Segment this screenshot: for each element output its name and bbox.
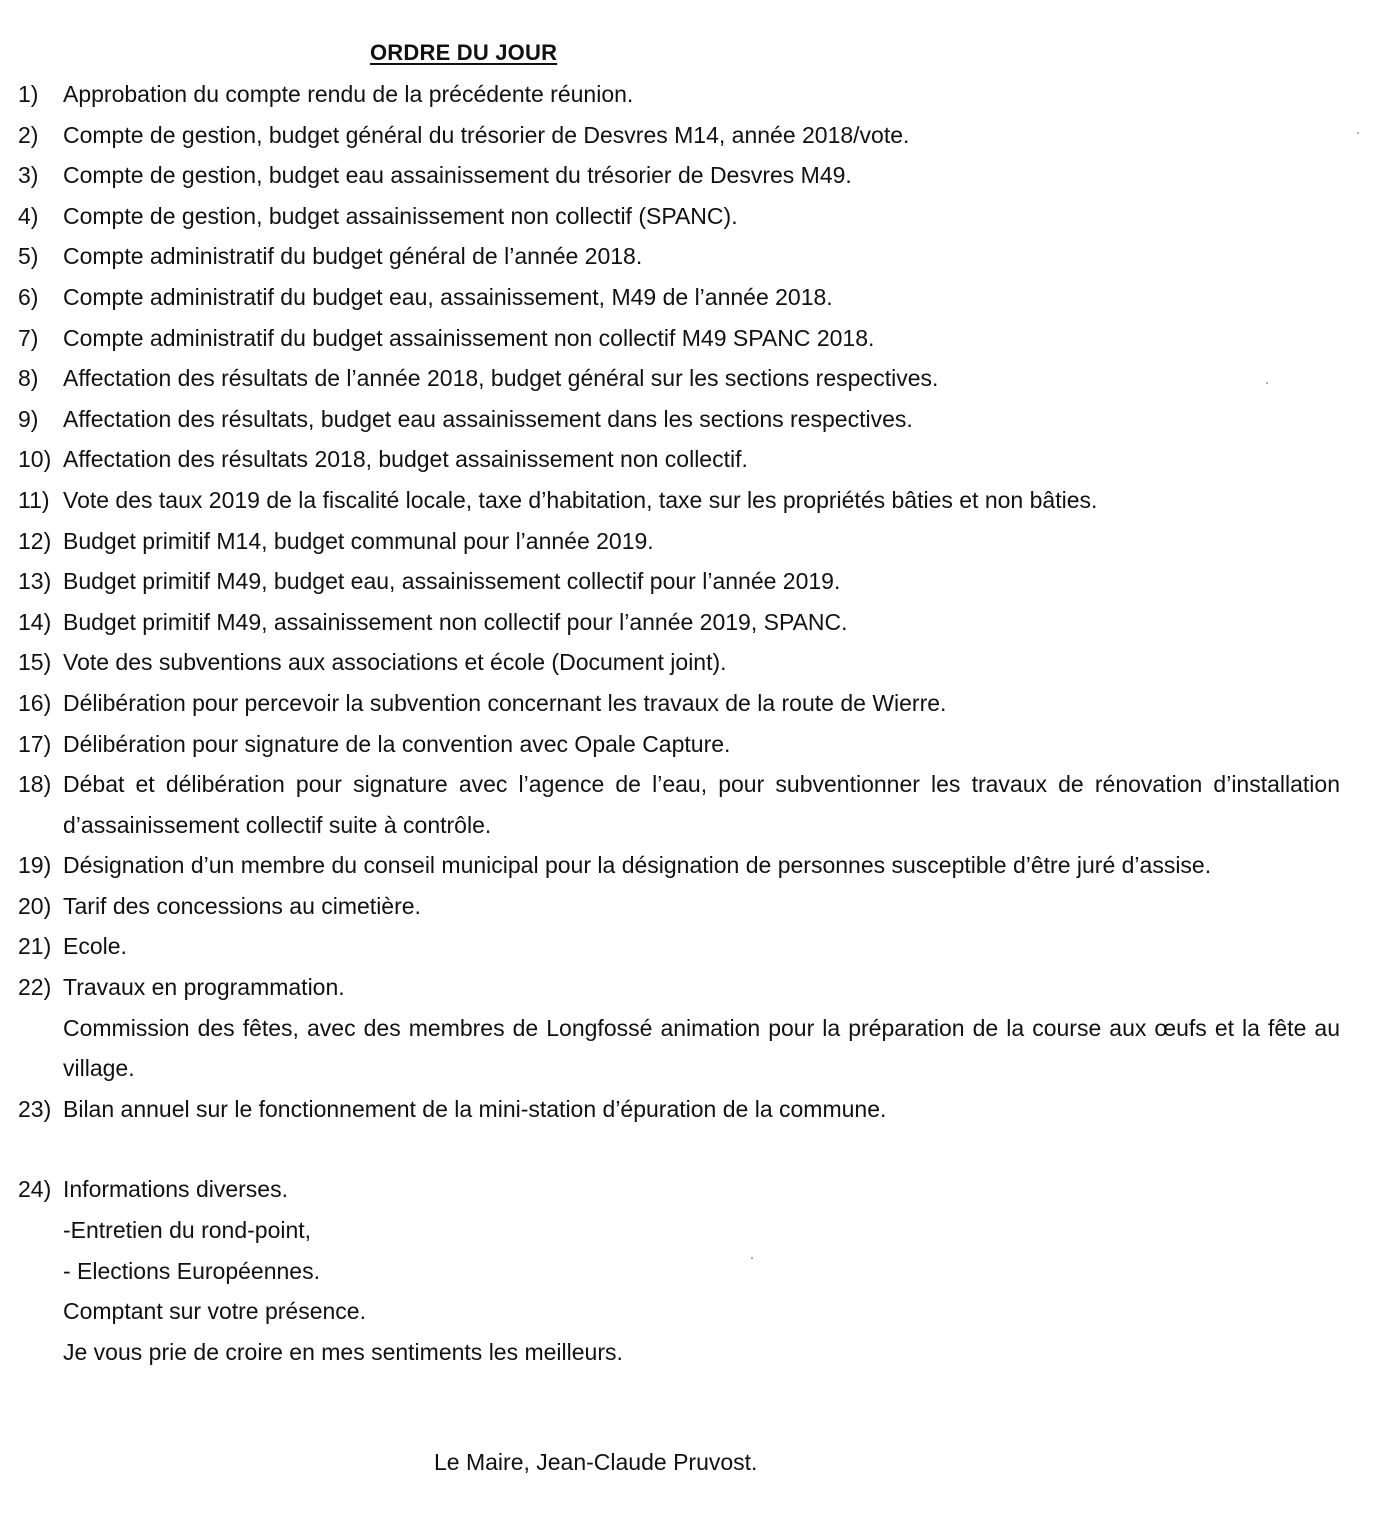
agenda-item-11: [18, 480, 1340, 521]
agenda-item-18: [18, 764, 1340, 845]
agenda-subitem-rond-point: [18, 1210, 1340, 1251]
agenda-item-number: 6): [18, 283, 39, 310]
agenda-item-number: 13): [18, 568, 52, 595]
agenda-item-text: Bilan annuel sur le fonctionnement de la mini-station d’épuration de la commune.: [63, 1095, 887, 1122]
agenda-item-number: 16): [18, 689, 52, 716]
agenda-item-text: Affectation des résultats de l’année 2018, budget général sur les sections respectives.: [63, 365, 939, 392]
agenda-item-number: 21): [18, 933, 52, 960]
agenda-item-17: [18, 724, 1340, 765]
agenda-item-12: [18, 521, 1340, 562]
agenda-item-number: 2): [18, 121, 39, 148]
agenda-item-6: [18, 277, 1340, 318]
agenda-item-text: Vote des subventions aux associations et école (Document joint).: [63, 649, 727, 676]
closing-text: Je vous prie de croire en mes sentiments les meilleurs.: [63, 1338, 623, 1365]
agenda-item-text: Approbation du compte rendu de la précédente réunion.: [63, 81, 634, 107]
scan-speck: [751, 1257, 753, 1259]
agenda-item-text: Délibération pour percevoir la subvention concernant les travaux de la route de Wierre.: [63, 689, 947, 716]
agenda-item-text: Vote des taux 2019 de la fiscalité locale, taxe d’habitation, taxe sur les propriétés bâties et non bâties.: [63, 486, 1098, 513]
closing-line: [18, 1291, 1340, 1332]
agenda-item-text: Désignation d’un membre du conseil municipal pour la désignation de personnes susceptible d’être juré d’assise.: [63, 852, 1212, 879]
agenda-item-text: - Elections Européennes.: [63, 1257, 320, 1284]
agenda-item-3: [18, 155, 1340, 196]
agenda-item-text: Délibération pour signature de la convention avec Opale Capture.: [63, 730, 731, 757]
agenda-item-7: [18, 318, 1340, 359]
agenda-item-number: 12): [18, 527, 52, 554]
agenda-item-number: 15): [18, 649, 52, 676]
agenda-item-text: Débat et délibération pour signature avec l’agence de l’eau, pour subventionner les travaux de rénovation d’installation d’assainissement collectif suite à contrôle.: [63, 771, 1340, 838]
agenda-item-number: 7): [18, 324, 39, 351]
agenda-item-number: 17): [18, 730, 52, 757]
agenda-item-19: [18, 845, 1340, 886]
agenda-item-10: [18, 439, 1340, 480]
agenda-item-number: 1): [18, 81, 39, 107]
agenda-item-number: 5): [18, 243, 39, 270]
agenda-item-number: 9): [18, 405, 39, 432]
agenda-item-22-commission: [18, 1008, 1340, 1089]
agenda-item-9: [18, 399, 1340, 440]
agenda-item-number: 3): [18, 162, 39, 189]
agenda-item-text: Compte de gestion, budget eau assainissement du trésorier de Desvres M49.: [63, 162, 852, 189]
agenda-subitem-elections: [18, 1251, 1340, 1292]
agenda-item-text: Commission des fêtes, avec des membres de Longfossé animation pour la préparation de la course aux œufs et la fête au village.: [63, 1014, 1340, 1082]
agenda-list: [18, 74, 1340, 1372]
agenda-item-14: [18, 602, 1340, 643]
agenda-item-text: Compte administratif du budget assainissement non collectif M49 SPANC 2018.: [63, 324, 875, 351]
agenda-item-4: [18, 196, 1340, 237]
signature: Le Maire, Jean-Claude Pruvost.: [434, 1449, 758, 1475]
agenda-item-5: [18, 236, 1340, 277]
agenda-item-1: [18, 74, 1340, 115]
agenda-item-number: 14): [18, 608, 52, 635]
section-spacer: [18, 1129, 1340, 1169]
agenda-item-text: Compte administratif du budget général de l’année 2018.: [63, 243, 643, 270]
agenda-item-text: Affectation des résultats, budget eau assainissement dans les sections respectives.: [63, 405, 913, 432]
agenda-item-text: Compte de gestion, budget assainissement non collectif (SPANC).: [63, 202, 738, 229]
agenda-item-23: [18, 1089, 1340, 1130]
agenda-item-21: [18, 926, 1340, 967]
agenda-item-text: Tarif des concessions au cimetière.: [63, 892, 421, 919]
agenda-item-number: 8): [18, 365, 39, 392]
agenda-item-text: Affectation des résultats 2018, budget assainissement non collectif.: [63, 446, 748, 473]
agenda-item-number: 4): [18, 202, 39, 229]
scan-speck: [1266, 382, 1268, 384]
closing-text: Comptant sur votre présence.: [63, 1298, 366, 1325]
agenda-item-text: Travaux en programmation.: [63, 974, 345, 1001]
agenda-item-number: 18): [18, 771, 52, 798]
agenda-item-text: Compte administratif du budget eau, assainissement, M49 de l’année 2018.: [63, 283, 833, 310]
agenda-item-text: -Entretien du rond-point,: [63, 1217, 312, 1244]
agenda-item-number: 22): [18, 974, 52, 1001]
agenda-item-22: [18, 967, 1340, 1008]
agenda-title: ORDRE DU JOUR: [370, 40, 558, 65]
agenda-item-number: 24): [18, 1176, 52, 1203]
agenda-item-8: [18, 358, 1340, 399]
closing-salutation: [18, 1332, 1340, 1373]
agenda-item-text: Budget primitif M49, assainissement non collectif pour l’année 2019, SPANC.: [63, 608, 848, 635]
agenda-item-text: Budget primitif M49, budget eau, assainissement collectif pour l’année 2019.: [63, 568, 841, 595]
agenda-item-number: 23): [18, 1095, 52, 1122]
agenda-item-text: Ecole.: [63, 933, 127, 960]
agenda-item-2: [18, 115, 1340, 156]
agenda-item-13: [18, 561, 1340, 602]
agenda-item-16: [18, 683, 1340, 724]
agenda-item-text: Budget primitif M14, budget communal pour l’année 2019.: [63, 527, 654, 554]
agenda-item-text: Compte de gestion, budget général du trésorier de Desvres M14, année 2018/vote.: [63, 121, 910, 148]
agenda-item-15: [18, 642, 1340, 683]
agenda-item-24: [18, 1169, 1340, 1210]
agenda-item-number: 10): [18, 446, 52, 473]
agenda-item-number: 11): [18, 486, 50, 513]
agenda-item-20: [18, 886, 1340, 927]
agenda-item-text: Informations diverses.: [63, 1176, 288, 1203]
agenda-item-number: 19): [18, 852, 52, 879]
scan-speck: [1357, 132, 1359, 134]
agenda-item-number: 20): [18, 892, 52, 919]
